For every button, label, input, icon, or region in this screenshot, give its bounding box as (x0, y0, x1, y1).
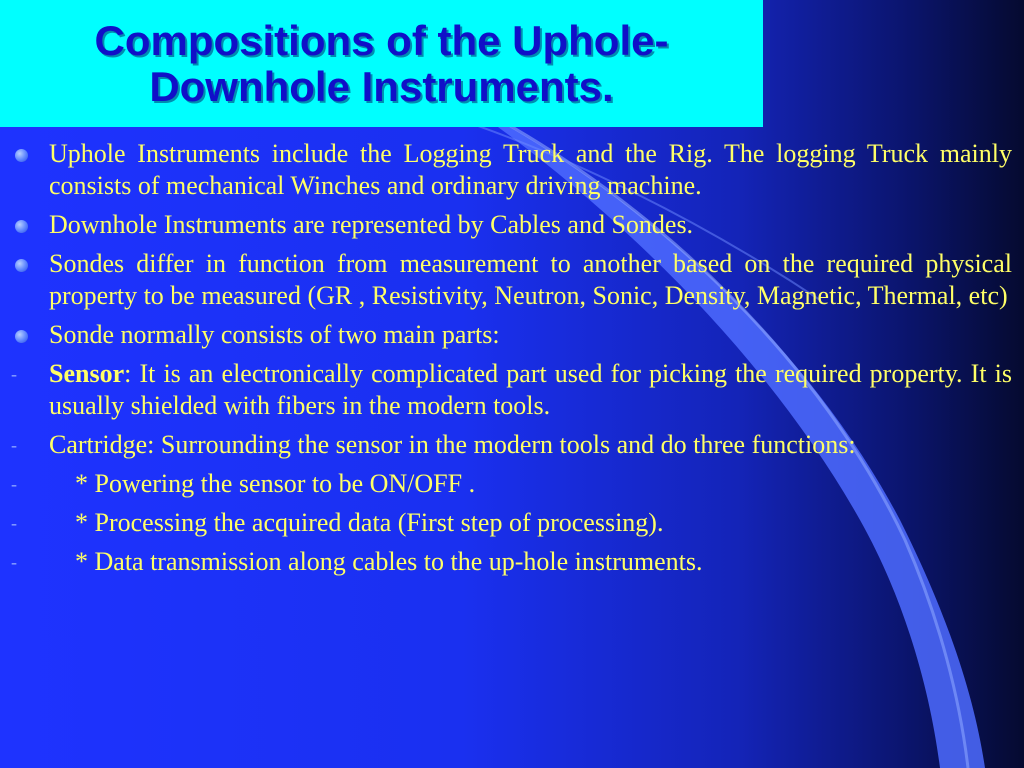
function-text: * Processing the acquired data (First step of processing). (75, 508, 664, 537)
dash-marker: - (11, 474, 17, 494)
bullet-text: Uphole Instruments include the Logging Truck and the Rig. The logging Truck mainly consists of mechanical Winches and ordinary driving machine. (49, 139, 1012, 200)
bullet-dot-icon (15, 149, 28, 162)
bullet-dot-icon (15, 330, 28, 343)
sub-item-cartridge (11, 429, 1012, 461)
title-line-1: Compositions of the Uphole- (94, 16, 669, 64)
function-text: * Powering the sensor to be ON/OFF . (75, 469, 476, 498)
sub-item-function (11, 468, 1012, 500)
bullet-item (49, 209, 1012, 241)
title-line-2: Downhole Instruments. (149, 62, 614, 110)
bullet-item (49, 138, 1012, 202)
cartridge-text: Cartridge: Surrounding the sensor in the modern tools and do three functions: (49, 430, 856, 459)
sub-item-function (11, 507, 1012, 539)
bullet-text: Sonde normally consists of two main parts: (49, 320, 500, 349)
slide-content (0, 138, 1024, 585)
bullet-text: Sondes differ in function from measurement to another based on the required physical property to be measured (GR , Resistivity, Neutron, Sonic, Density, Magnetic, Thermal, etc) (49, 249, 1012, 310)
dash-marker: - (11, 513, 17, 533)
bullet-item (49, 248, 1012, 312)
bullet-dot-icon (15, 220, 28, 233)
bullet-dot-icon (15, 259, 28, 272)
slide-title (95, 18, 669, 110)
dash-marker: - (11, 435, 17, 455)
dash-marker: - (11, 552, 17, 572)
sensor-term: Sensor (49, 359, 125, 388)
dash-marker: - (11, 364, 17, 384)
sub-item-function (11, 546, 1012, 578)
sub-item-sensor (11, 358, 1012, 422)
sensor-text: : It is an electronically complicated part used for picking the required property. It is usually shielded with fibers in the modern tools. (49, 359, 1012, 420)
title-box (0, 0, 763, 127)
bullet-item (49, 319, 1012, 351)
function-text: * Data transmission along cables to the up-hole instruments. (75, 547, 703, 576)
bullet-text: Downhole Instruments are represented by Cables and Sondes. (49, 210, 694, 239)
